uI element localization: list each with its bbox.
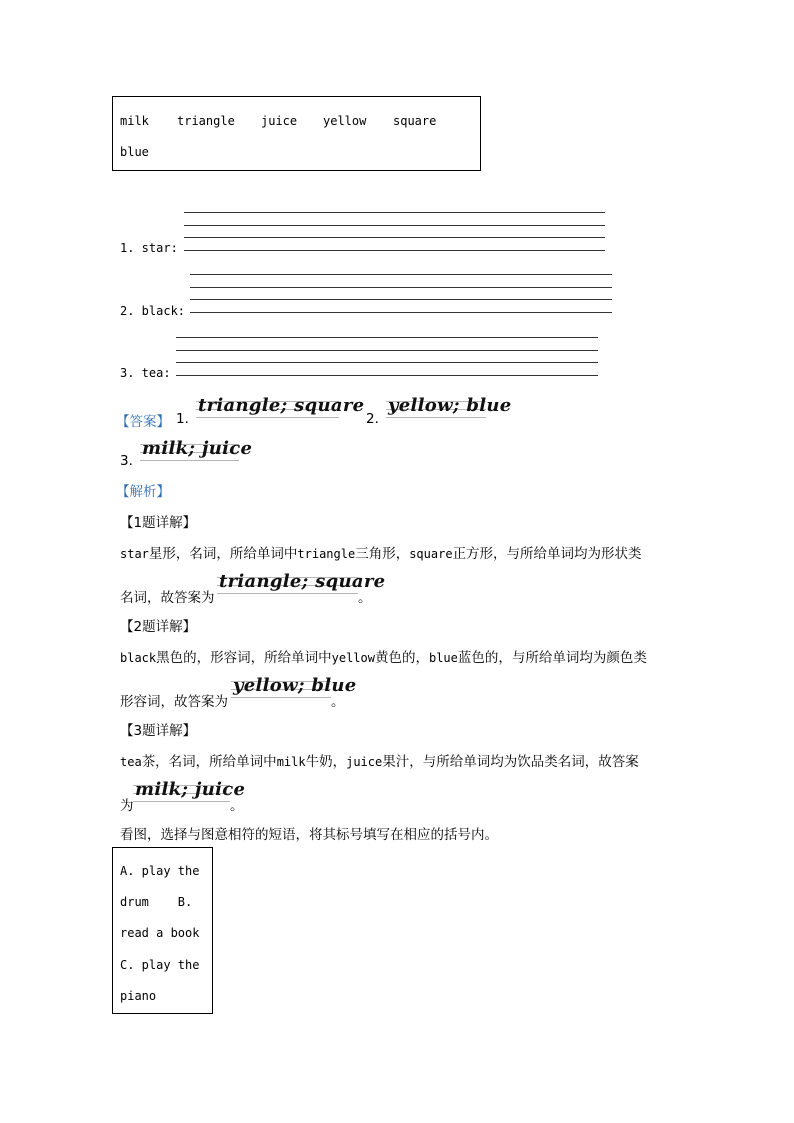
detail-2-word: black (120, 651, 157, 665)
detail-3-word-milk: milk (276, 755, 306, 769)
detail-3-text-a: 茶，名词，所给单词中 (141, 754, 277, 770)
detail-2-paragraph (120, 646, 647, 666)
question-1-label: 1. star: (120, 241, 178, 255)
writing-line (184, 212, 605, 213)
answer-3-handwriting (140, 436, 253, 466)
word-triangle: triangle (177, 114, 235, 128)
answer-1-number: 1. (176, 411, 189, 427)
writing-line (190, 274, 612, 275)
detail-2-word-blue: blue (428, 651, 458, 665)
detail-1-answer: triangle; square (219, 571, 386, 592)
detail-2-text-c: 蓝色的，与所给单词均为颜色类 (457, 650, 647, 666)
word-square: square (393, 114, 437, 128)
detail-1-text-a: 星形，名词，所给单词中 (148, 546, 298, 562)
detail-3-word-juice: juice (346, 755, 383, 769)
option-line-4: C. play the (120, 958, 200, 972)
option-line-2: drum B. (120, 895, 193, 909)
word-blue: blue (120, 145, 149, 159)
answer-tag: 【答案】 (116, 414, 170, 430)
writing-line (176, 337, 598, 338)
writing-line (184, 250, 605, 251)
detail-1-handwriting (217, 569, 386, 599)
detail-3-answer: milk; juice (135, 779, 246, 800)
answer-1-handwriting (196, 393, 365, 423)
detail-2-handwriting (231, 673, 357, 703)
detail-3-paragraph (120, 750, 639, 770)
detail-2-text-b: 黄色的， (374, 650, 429, 666)
detail-1-text-c: 正方形，与所给单词均为形状类 (452, 546, 642, 562)
answer-1-text: triangle; square (198, 395, 365, 416)
word-juice: juice (261, 114, 298, 128)
writing-line (190, 287, 612, 288)
writing-line (190, 312, 612, 313)
question-2-label: 2. black: (120, 304, 186, 318)
writing-line (190, 299, 612, 300)
instruction-text: 看图，选择与图意相符的短语，将其标号填写在相应的括号内。 (120, 827, 498, 843)
detail-1-word: star (120, 547, 149, 561)
answer-2-number: 2. (366, 411, 379, 427)
detail-2-end: 。 (331, 694, 345, 710)
detail-1-text-b: 三角形， (355, 546, 410, 562)
answer-2-handwriting (386, 393, 512, 423)
word-yellow: yellow (323, 114, 367, 128)
word-milk: milk (120, 114, 149, 128)
detail-3-text-b: 牛奶， (305, 754, 347, 770)
option-line-3: read a book (120, 926, 200, 940)
detail-3-word: tea (120, 755, 142, 769)
detail-3-end: 。 (230, 798, 244, 814)
detail-1-end: 。 (358, 590, 372, 606)
answer-3-text: milk; juice (142, 438, 253, 459)
writing-line (176, 375, 598, 376)
detail-2-heading: 【2题详解】 (120, 619, 197, 635)
option-line-5: piano (120, 989, 157, 1003)
detail-1-word-square: square (409, 547, 453, 561)
detail-1-heading: 【1题详解】 (120, 515, 197, 531)
detail-3-line2: 为 (120, 798, 134, 814)
detail-2-text-a: 黑色的，形容词，所给单词中 (156, 650, 332, 666)
writing-line (184, 225, 605, 226)
writing-line (176, 362, 598, 363)
writing-line (184, 237, 605, 238)
detail-2-line2: 形容词，故答案为 (120, 694, 228, 710)
answer-3-number: 3. (120, 453, 133, 469)
detail-1-paragraph (120, 542, 642, 562)
detail-3-handwriting (133, 777, 246, 807)
detail-1-line2: 名词，故答案为 (120, 590, 215, 606)
answer-2-text: yellow; blue (388, 395, 512, 416)
detail-2-word-yellow: yellow (331, 651, 375, 665)
detail-3-heading: 【3题详解】 (120, 723, 197, 739)
question-3-label: 3. tea: (120, 366, 171, 380)
detail-1-word-triangle: triangle (297, 547, 356, 561)
detail-3-text-c: 果汁，与所给单词均为饮品类名词，故答案 (382, 754, 639, 770)
writing-line (176, 350, 598, 351)
word-box (112, 96, 481, 171)
option-line-1: A. play the (120, 864, 200, 878)
analysis-tag: 【解析】 (116, 484, 170, 500)
detail-2-answer: yellow; blue (233, 675, 357, 696)
